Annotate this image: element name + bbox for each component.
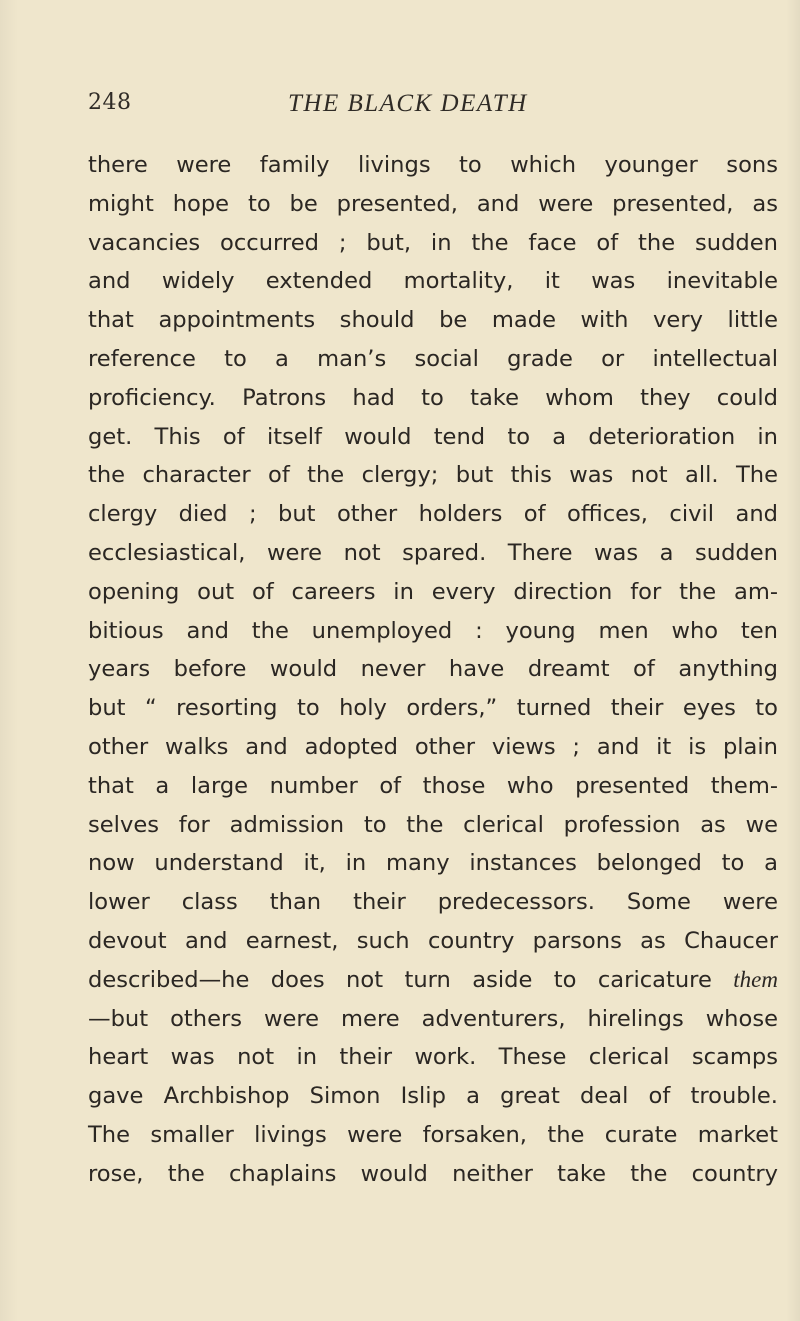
text-line-9: the character of the clergy; but this was not all. The [88, 462, 778, 489]
body-text [88, 146, 778, 1194]
text-line-20: lower class than their predecessors. Some were [88, 889, 778, 916]
text-line-10: clergy died ; but other holders of offices, civil and [88, 501, 778, 528]
text-line-26: The smaller livings were forsaken, the curate market [88, 1121, 778, 1148]
text-line-19: now understand it, in many instances belonged to a [88, 850, 778, 877]
text-line-3: vacancies occurred ; but, in the face of the sudden [88, 229, 778, 256]
text-line-22 [88, 961, 778, 1000]
running-head [88, 90, 768, 126]
text-line-13: bitious and the unemployed : young men who ten [88, 617, 778, 644]
page-number: 248 [88, 90, 132, 115]
text-line-27: rose, the chaplains would neither take the country [88, 1160, 778, 1187]
text-line-24: heart was not in their work. These clerical scamps [88, 1044, 778, 1071]
text-line-6: reference to a man’s social grade or intellectual [88, 345, 778, 372]
running-title: THE BLACK DEATH [288, 90, 528, 117]
text-line-12: opening out of careers in every direction for the am- [88, 578, 778, 605]
text-line-11: ecclesiastical, were not spared. There was a sudden [88, 539, 778, 566]
text-line-17: that a large number of those who presented them- [88, 772, 778, 799]
text-line-18: selves for admission to the clerical profession as we [88, 811, 778, 838]
text-line-5: that appointments should be made with very little [88, 307, 778, 334]
text-line-2: might hope to be presented, and were presented, as [88, 190, 778, 217]
text-line-16: other walks and adopted other views ; and it is plain [88, 733, 778, 760]
text-line-4: and widely extended mortality, it was inevitable [88, 268, 778, 295]
text-line-14: years before would never have dreamt of anything [88, 656, 778, 683]
text-line-7: proficiency. Patrons had to take whom they could [88, 384, 778, 411]
text-line-21: devout and earnest, such country parsons as Chaucer [88, 927, 778, 954]
text-line-8: get. This of itself would tend to a deterioration in [88, 423, 778, 450]
text-line-23: —but others were mere adventurers, hirelings whose [88, 1005, 778, 1032]
italic-word: them [733, 966, 779, 992]
text-line-1: there were family livings to which younger sons [88, 152, 778, 178]
text-line-15: but “ resorting to holy orders,” turned their eyes to [88, 695, 778, 722]
text-line-25: gave Archbishop Simon Islip a great deal of trouble. [88, 1083, 778, 1110]
text-line-22-main: described—he does not turn aside to caricature [88, 966, 712, 993]
